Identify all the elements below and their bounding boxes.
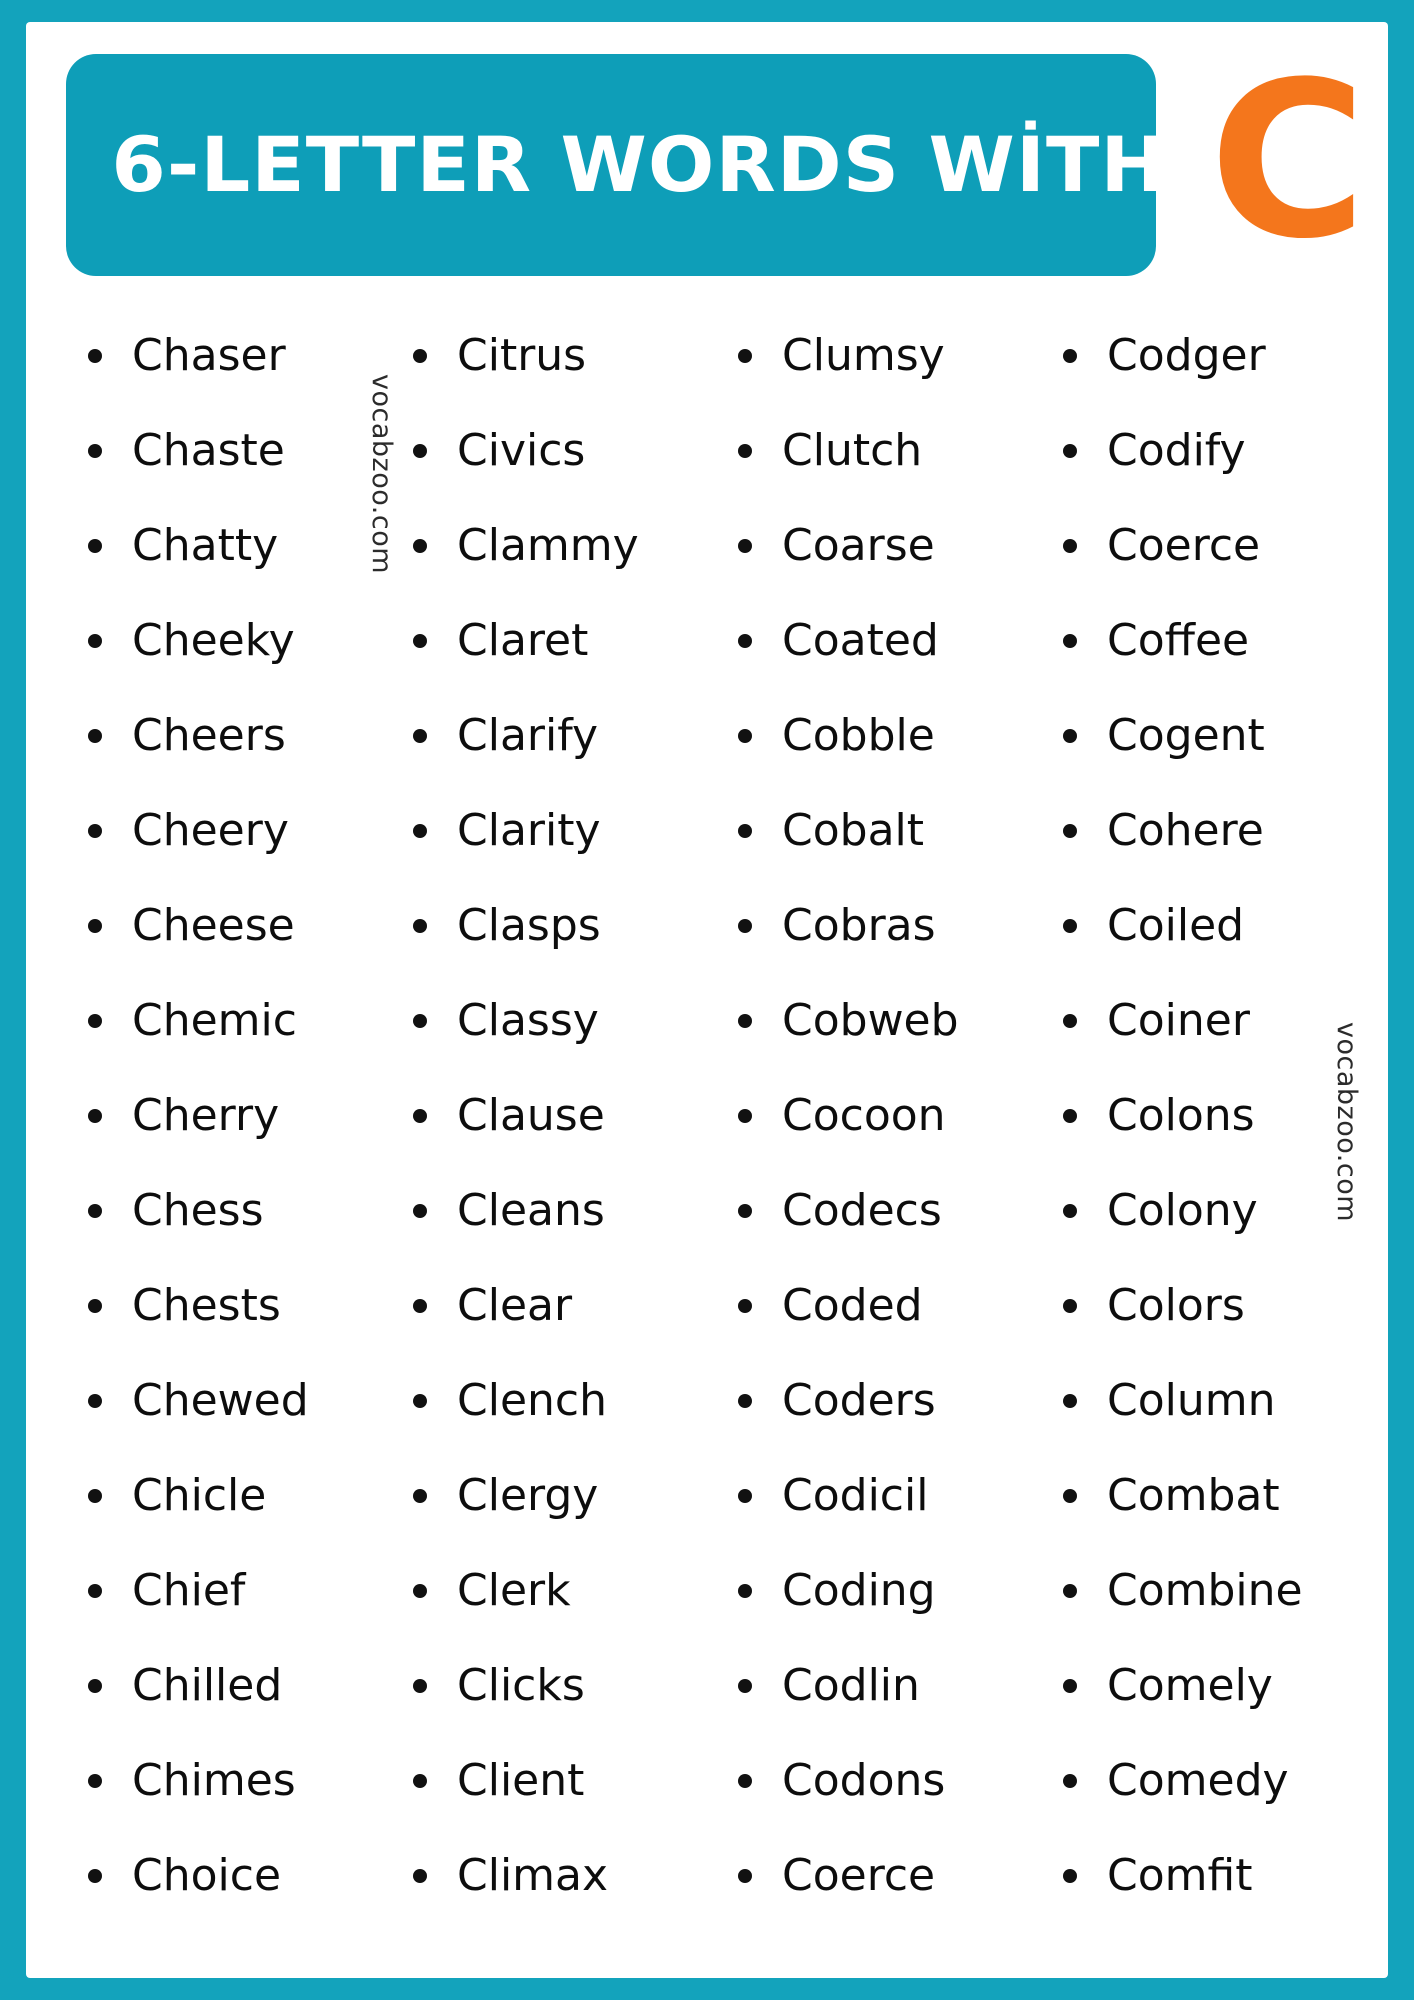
- list-item: [716, 498, 1041, 593]
- bullet-icon: [413, 1014, 427, 1028]
- word-label: Cobras: [782, 900, 936, 951]
- word-label: Clammy: [457, 520, 639, 571]
- list-item: [391, 1068, 716, 1163]
- list-item: [391, 1448, 716, 1543]
- list-item: [716, 1163, 1041, 1258]
- bullet-icon: [1063, 1869, 1077, 1883]
- bullet-icon: [738, 729, 752, 743]
- bullet-icon: [413, 444, 427, 458]
- bullet-icon: [88, 1489, 102, 1503]
- list-item: [1041, 1448, 1366, 1543]
- list-item: [66, 308, 391, 403]
- list-item: [66, 688, 391, 783]
- bullet-icon: [413, 539, 427, 553]
- list-item: [391, 593, 716, 688]
- poster-page: [26, 22, 1388, 1978]
- bullet-icon: [738, 919, 752, 933]
- list-item: [66, 1828, 391, 1923]
- list-item: [1041, 593, 1366, 688]
- list-item: [66, 1733, 391, 1828]
- list-item: [391, 973, 716, 1068]
- list-item: [391, 498, 716, 593]
- list-item: [716, 878, 1041, 973]
- bullet-icon: [738, 1299, 752, 1313]
- list-item: [716, 593, 1041, 688]
- word-label: Citrus: [457, 330, 587, 381]
- word-label: Clutch: [782, 425, 923, 476]
- list-item: [391, 1733, 716, 1828]
- word-label: Cogent: [1107, 710, 1265, 761]
- list-item: [66, 1068, 391, 1163]
- bullet-icon: [738, 349, 752, 363]
- page-title: 6-LETTER WORDS WİTH: [111, 120, 1167, 209]
- bullet-icon: [413, 1109, 427, 1123]
- list-item: [1041, 1733, 1366, 1828]
- bullet-icon: [88, 1204, 102, 1218]
- list-item: [1041, 1068, 1366, 1163]
- word-column-2: [391, 308, 716, 1923]
- list-item: [716, 1353, 1041, 1448]
- bullet-icon: [1063, 824, 1077, 838]
- list-item: [1041, 1638, 1366, 1733]
- list-item: [1041, 308, 1366, 403]
- bullet-icon: [1063, 634, 1077, 648]
- bullet-icon: [88, 1774, 102, 1788]
- word-label: Codicil: [782, 1470, 929, 1521]
- list-item: [66, 1258, 391, 1353]
- word-label: Coders: [782, 1375, 936, 1426]
- bullet-icon: [1063, 444, 1077, 458]
- word-label: Clench: [457, 1375, 607, 1426]
- bullet-icon: [1063, 1109, 1077, 1123]
- word-label: Chaste: [132, 425, 285, 476]
- bullet-icon: [738, 1774, 752, 1788]
- list-item: [716, 1638, 1041, 1733]
- word-label: Cheeky: [132, 615, 295, 666]
- word-label: Colors: [1107, 1280, 1245, 1331]
- word-label: Clarify: [457, 710, 598, 761]
- word-column-1: [66, 308, 391, 1923]
- word-label: Colons: [1107, 1090, 1255, 1141]
- list-item: [391, 878, 716, 973]
- word-label: Clicks: [457, 1660, 585, 1711]
- bullet-icon: [1063, 729, 1077, 743]
- bullet-icon: [1063, 919, 1077, 933]
- word-label: Chatty: [132, 520, 279, 571]
- list-item: [1041, 973, 1366, 1068]
- list-item: [66, 1638, 391, 1733]
- list-item: [716, 1068, 1041, 1163]
- list-item: [391, 1353, 716, 1448]
- bullet-icon: [88, 1584, 102, 1598]
- word-label: Chemic: [132, 995, 297, 1046]
- word-list-3: [716, 308, 1041, 1923]
- word-label: Combine: [1107, 1565, 1303, 1616]
- word-label: Client: [457, 1755, 585, 1806]
- bullet-icon: [88, 1679, 102, 1693]
- watermark-right: vocabzoo.com: [1331, 1022, 1362, 1223]
- list-item: [716, 783, 1041, 878]
- word-label: Chests: [132, 1280, 281, 1331]
- word-label: Coerce: [1107, 520, 1261, 571]
- word-label: Chewed: [132, 1375, 309, 1426]
- word-label: Coerce: [782, 1850, 936, 1901]
- bullet-icon: [413, 729, 427, 743]
- bullet-icon: [88, 1869, 102, 1883]
- bullet-icon: [413, 1774, 427, 1788]
- word-label: Clasps: [457, 900, 601, 951]
- list-item: [391, 1163, 716, 1258]
- word-label: Clear: [457, 1280, 573, 1331]
- bullet-icon: [88, 444, 102, 458]
- bullet-icon: [1063, 1014, 1077, 1028]
- word-label: Comfit: [1107, 1850, 1253, 1901]
- bullet-icon: [1063, 1204, 1077, 1218]
- word-label: Column: [1107, 1375, 1276, 1426]
- word-label: Cobweb: [782, 995, 959, 1046]
- list-item: [716, 973, 1041, 1068]
- word-label: Classy: [457, 995, 599, 1046]
- word-label: Coiled: [1107, 900, 1245, 951]
- word-label: Comedy: [1107, 1755, 1289, 1806]
- bullet-icon: [738, 1679, 752, 1693]
- word-label: Cherry: [132, 1090, 280, 1141]
- list-item: [66, 783, 391, 878]
- word-label: Cohere: [1107, 805, 1264, 856]
- list-item: [66, 973, 391, 1068]
- watermark-left: vocabzoo.com: [366, 374, 397, 575]
- bullet-icon: [1063, 1394, 1077, 1408]
- bullet-icon: [738, 634, 752, 648]
- word-label: Cocoon: [782, 1090, 946, 1141]
- list-item: [1041, 1543, 1366, 1638]
- word-label: Colony: [1107, 1185, 1258, 1236]
- word-label: Clause: [457, 1090, 605, 1141]
- bullet-icon: [413, 1299, 427, 1313]
- word-label: Coiner: [1107, 995, 1250, 1046]
- bullet-icon: [413, 919, 427, 933]
- list-item: [1041, 1163, 1366, 1258]
- word-label: Coarse: [782, 520, 935, 571]
- word-label: Clergy: [457, 1470, 599, 1521]
- word-label: Chicle: [132, 1470, 267, 1521]
- bullet-icon: [88, 349, 102, 363]
- list-item: [66, 878, 391, 973]
- list-item: [716, 308, 1041, 403]
- word-list-4: [1041, 308, 1366, 1923]
- bullet-icon: [88, 919, 102, 933]
- list-item: [716, 403, 1041, 498]
- bullet-icon: [738, 444, 752, 458]
- list-item: [716, 688, 1041, 783]
- list-item: [391, 1638, 716, 1733]
- word-label: Cheese: [132, 900, 295, 951]
- word-label: Cleans: [457, 1185, 605, 1236]
- list-item: [1041, 1828, 1366, 1923]
- word-label: Cobalt: [782, 805, 925, 856]
- bullet-icon: [88, 729, 102, 743]
- list-item: [66, 1353, 391, 1448]
- bullet-icon: [738, 1489, 752, 1503]
- list-item: [1041, 688, 1366, 783]
- word-columns: [66, 308, 1366, 1923]
- bullet-icon: [738, 824, 752, 838]
- bullet-icon: [88, 539, 102, 553]
- word-label: Clumsy: [782, 330, 945, 381]
- bullet-icon: [1063, 1299, 1077, 1313]
- bullet-icon: [88, 1014, 102, 1028]
- bullet-icon: [738, 539, 752, 553]
- list-item: [391, 308, 716, 403]
- bullet-icon: [413, 1204, 427, 1218]
- bullet-icon: [413, 824, 427, 838]
- list-item: [1041, 403, 1366, 498]
- bullet-icon: [88, 1299, 102, 1313]
- word-label: Cheery: [132, 805, 289, 856]
- list-item: [1041, 1258, 1366, 1353]
- word-label: Coffee: [1107, 615, 1250, 666]
- word-label: Codger: [1107, 330, 1266, 381]
- list-item: [716, 1448, 1041, 1543]
- list-item: [66, 1163, 391, 1258]
- bullet-icon: [413, 1679, 427, 1693]
- bullet-icon: [738, 1584, 752, 1598]
- word-label: Cheers: [132, 710, 286, 761]
- bullet-icon: [1063, 1679, 1077, 1693]
- word-label: Codons: [782, 1755, 946, 1806]
- bullet-icon: [738, 1014, 752, 1028]
- list-item: [391, 1543, 716, 1638]
- word-label: Coding: [782, 1565, 936, 1616]
- list-item: [391, 783, 716, 878]
- bullet-icon: [413, 1394, 427, 1408]
- word-label: Chilled: [132, 1660, 283, 1711]
- word-label: Claret: [457, 615, 589, 666]
- list-item: [66, 593, 391, 688]
- word-label: Choice: [132, 1850, 282, 1901]
- list-item: [1041, 783, 1366, 878]
- bullet-icon: [1063, 1774, 1077, 1788]
- word-label: Codecs: [782, 1185, 942, 1236]
- list-item: [391, 403, 716, 498]
- bullet-icon: [738, 1109, 752, 1123]
- word-column-4: [1041, 308, 1366, 1923]
- list-item: [716, 1543, 1041, 1638]
- list-item: [1041, 1353, 1366, 1448]
- list-item: [66, 1448, 391, 1543]
- word-label: Cobble: [782, 710, 935, 761]
- bullet-icon: [413, 349, 427, 363]
- word-list-1: [66, 308, 391, 1923]
- word-label: Codlin: [782, 1660, 920, 1711]
- word-label: Clerk: [457, 1565, 571, 1616]
- list-item: [716, 1733, 1041, 1828]
- list-item: [716, 1258, 1041, 1353]
- big-letter-c: C: [1209, 35, 1367, 286]
- list-item: [391, 1258, 716, 1353]
- list-item: [716, 1828, 1041, 1923]
- word-label: Chief: [132, 1565, 246, 1616]
- bullet-icon: [1063, 1584, 1077, 1598]
- list-item: [66, 1543, 391, 1638]
- bullet-icon: [738, 1204, 752, 1218]
- bullet-icon: [1063, 539, 1077, 553]
- bullet-icon: [738, 1394, 752, 1408]
- header-banner: [66, 54, 1167, 276]
- word-label: Coated: [782, 615, 939, 666]
- word-column-3: [716, 308, 1041, 1923]
- bullet-icon: [1063, 349, 1077, 363]
- list-item: [66, 403, 391, 498]
- word-list-2: [391, 308, 716, 1923]
- bullet-icon: [413, 1489, 427, 1503]
- list-item: [1041, 498, 1366, 593]
- bullet-icon: [88, 824, 102, 838]
- list-item: [66, 498, 391, 593]
- word-label: Comely: [1107, 1660, 1273, 1711]
- word-label: Clarity: [457, 805, 601, 856]
- list-item: [391, 688, 716, 783]
- word-label: Coded: [782, 1280, 923, 1331]
- bullet-icon: [88, 634, 102, 648]
- bullet-icon: [88, 1109, 102, 1123]
- bullet-icon: [1063, 1489, 1077, 1503]
- word-label: Chess: [132, 1185, 264, 1236]
- word-label: Civics: [457, 425, 586, 476]
- bullet-icon: [88, 1394, 102, 1408]
- bullet-icon: [413, 1584, 427, 1598]
- word-label: Combat: [1107, 1470, 1280, 1521]
- list-item: [1041, 878, 1366, 973]
- word-label: Chimes: [132, 1755, 296, 1806]
- bullet-icon: [738, 1869, 752, 1883]
- word-label: Climax: [457, 1850, 609, 1901]
- word-label: Codify: [1107, 425, 1246, 476]
- word-label: Chaser: [132, 330, 286, 381]
- bullet-icon: [413, 1869, 427, 1883]
- list-item: [391, 1828, 716, 1923]
- bullet-icon: [413, 634, 427, 648]
